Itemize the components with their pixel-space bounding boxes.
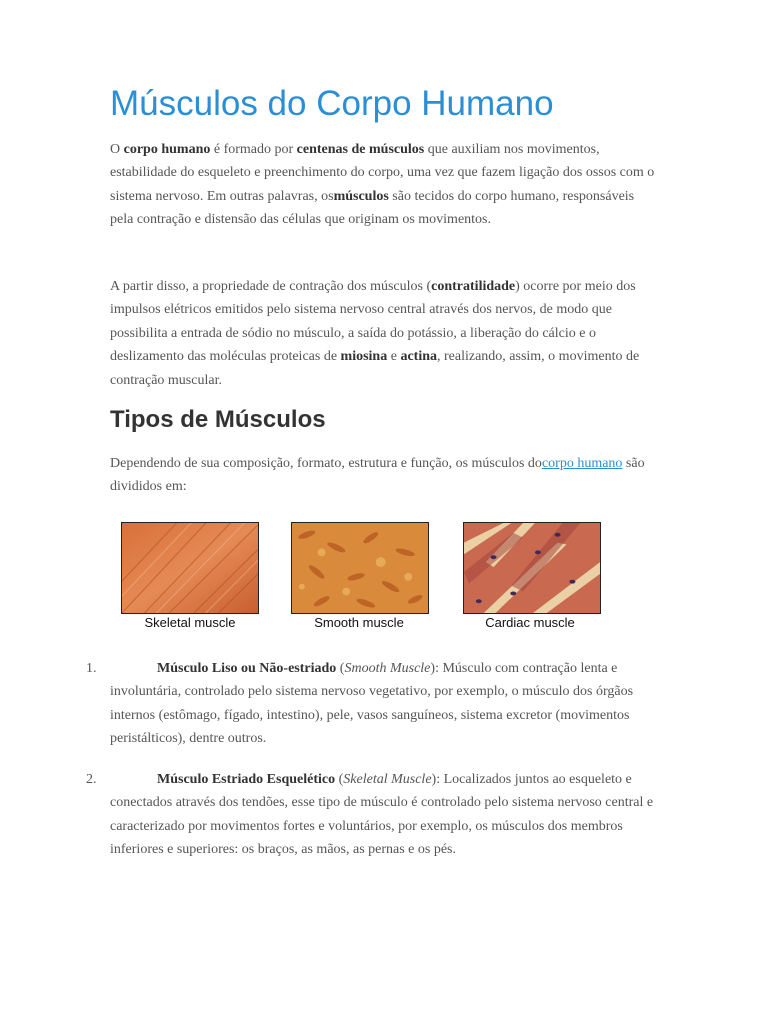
intro-paragraph [110,138,658,232]
text: Dependendo de sua composição, formato, estrutura e função, os músculos do [110,456,542,471]
cardiac-muscle-image [463,522,601,614]
text: , realizando, assim, o movimento de contração muscular. [110,349,640,388]
list-number: 2. [86,772,97,787]
bold-text: corpo humano [123,142,211,157]
text: é formado por [210,142,297,157]
bold-text: actina [400,349,437,365]
bold-text: miosina [340,349,388,365]
list-item-text [110,768,660,862]
bold-text: Músculo Liso ou Não-estriado [157,661,337,676]
italic-text: Skeletal Muscle [343,772,432,787]
corpo-humano-link[interactable]: corpo humano [541,456,623,471]
page-title: Músculos do Corpo Humano [110,84,554,123]
list-number: 1. [86,661,97,676]
cardiac-caption: Cardiac muscle [485,615,575,630]
muscle-types-figure [112,514,612,636]
text: são divididos em: [110,456,645,495]
list-item-text [110,657,660,751]
text: e [387,349,401,365]
contraction-paragraph [110,275,658,392]
bold-text: centenas de músculos [296,142,425,157]
smooth-muscle-image [291,522,429,614]
bold-text: músculos [333,188,389,204]
text: ) ocorre por meio dos impulsos elétricos emitidos pelo sistema nervoso central através dos nervos, de modo que possibilita a entrada de sódio no músculo, a saída do potássio, a liberação do cálcio e o deslizamento das moléculas proteicas de [110,279,636,365]
skeletal-caption: Skeletal muscle [144,615,236,630]
text: ): Músculo com contração lenta e involuntária, controlado pelo sistema nervoso vegetativo, por exemplo, o músculo dos órgãos internos (estômago, fígado, intestino), pele, vasos sanguíneos, sistema excretor (movimentos peristálticos), dentre outros. [110,661,634,747]
italic-text: Smooth Muscle [344,661,431,676]
text: são tecidos do corpo humano, responsáveis pela contração e distensão das células que originam os movimentos. [110,188,635,228]
text: O [110,142,124,157]
skeletal-muscle-image [121,522,259,614]
smooth-caption: Smooth muscle [314,615,404,630]
bold-text: Músculo Estriado Esquelético [157,772,336,787]
text: que auxiliam nos movimentos, estabilidade do esqueleto e preenchimento do corpo, uma vez que fazem ligação dos ossos com o sistema nervoso. Em outras palavras, os [110,142,655,204]
text: A partir disso, a propriedade de contração dos músculos ( [110,279,432,294]
types-intro-paragraph [110,452,658,499]
text: ): Localizados juntos ao esqueleto e conectados através dos tendões, esse tipo de músculo é controlado pelo sistema nervoso central e caracterizado por movimentos fortes e voluntários, por exemplo, os músculos dos membros inferiores e superiores: os braços, as mãos, as pernas e os pés. [110,772,654,858]
text: ( [336,661,345,676]
section-heading: Tipos de Músculos [110,406,326,433]
text: ( [335,772,344,787]
bold-text: contratilidade [431,279,516,294]
